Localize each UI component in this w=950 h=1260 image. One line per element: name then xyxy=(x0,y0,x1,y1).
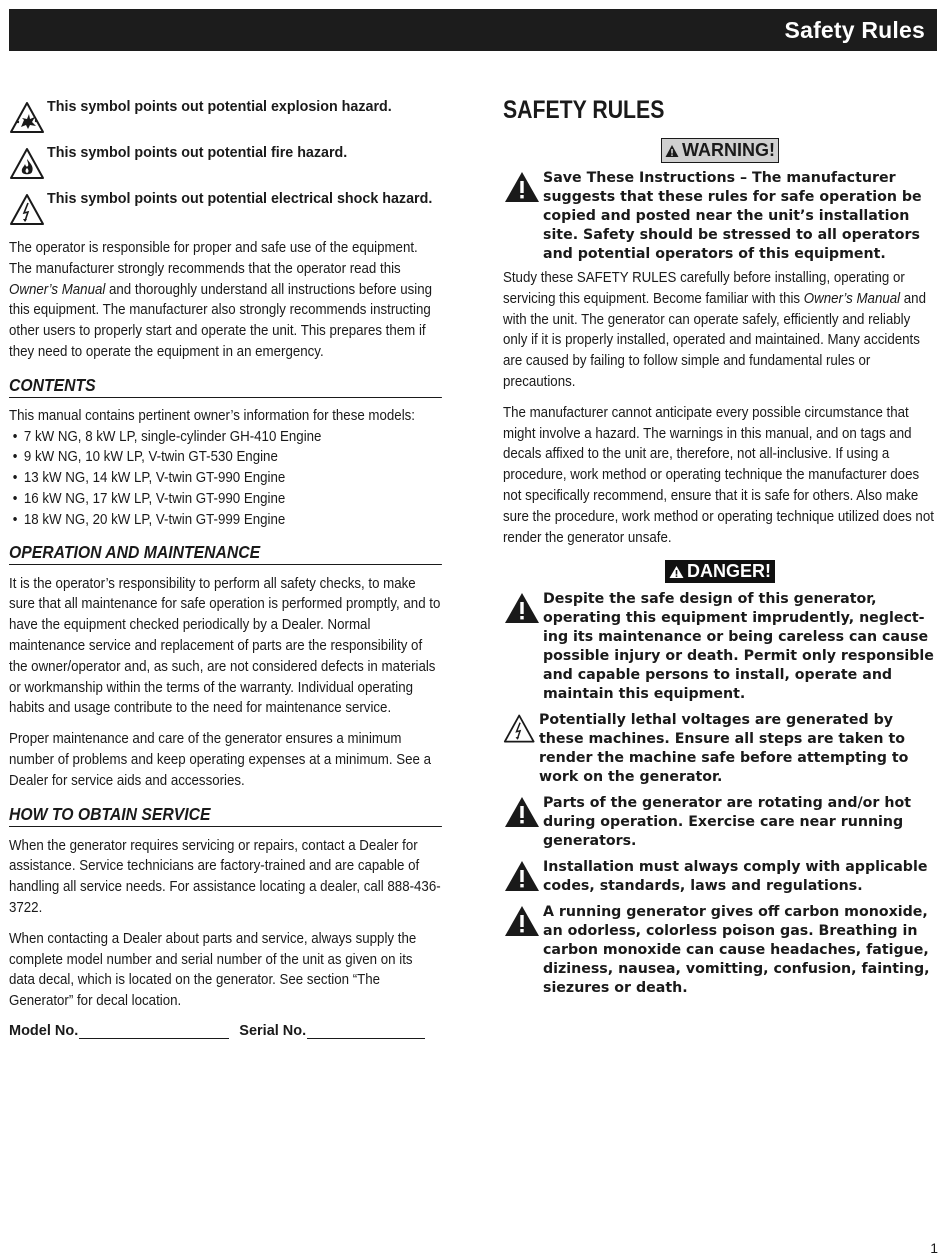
model-number-blank[interactable] xyxy=(79,1022,229,1039)
danger-item xyxy=(503,794,937,851)
danger-item xyxy=(503,903,937,998)
list-item: • 9 kW NG, 10 kW LP, V-twin GT-530 Engine xyxy=(9,447,457,468)
operation-heading: OPERATION AND MAINTENANCE xyxy=(9,542,442,565)
danger-triangle-icon xyxy=(669,565,684,579)
symbol-fire-text: This symbol points out potential fire hazard. xyxy=(47,145,348,161)
anticipate-paragraph: The manufacturer cannot anticipate every possible circumstance that might involve a hazard. The warnings in this manual, and on tags and decals affixed to the unit are, therefore, not all-inclusive. If using a procedure, work method or operating technique the manufacturer does not specifically recommend, ensure that it is safe for others. Also make sure the procedure, work method or operating technique utilized does not render the generator unsafe. xyxy=(503,404,934,546)
contents-text: This manual contains pertinent owner’s information for these models: xyxy=(9,407,415,424)
warning-text: Save These Instructions – The manufacturer suggests that these rules for safe operation be copied and posted near the unit’s installation site. Safety should be stressed to all operators and potential operators of this equipment. xyxy=(543,170,922,262)
danger-badge-wrap xyxy=(503,560,937,583)
electrical-shock-icon xyxy=(9,192,45,228)
electrical-shock-icon xyxy=(503,711,539,747)
exclamation-warning-icon xyxy=(503,169,543,205)
warning-badge xyxy=(661,138,779,163)
warning-label: WARNING! xyxy=(682,140,775,160)
page-title: Safety Rules xyxy=(784,16,925,43)
left-column xyxy=(9,96,442,1039)
danger-label: DANGER! xyxy=(687,561,771,582)
exclamation-warning-icon xyxy=(503,794,543,830)
danger-text: Potentially lethal voltages are generated by these machines. Ensure all steps are taken to render the machine safe before attempting to work on the generator. xyxy=(539,712,909,786)
serial-number-label: Serial No. xyxy=(239,1022,307,1039)
study-paragraph: Study these SAFETY RULES carefully before installing, operating or servicing this equipment. Become familiar with this Owner’s Manual and with the unit. The generator can operate safely, efficiently and reliably only if it is properly installed, operated and maintained. Many accidents are caused by failing to follow simple and fundamental rules or precautions. xyxy=(503,270,926,390)
exclamation-warning-icon xyxy=(503,903,543,939)
model-number-field[interactable] xyxy=(9,1022,229,1039)
list-item: • 16 kW NG, 17 kW LP, V-twin GT-990 Engine xyxy=(9,489,457,510)
operation-paragraph-2: Proper maintenance and care of the generator ensures a minimum number of problems and keep operating expenses at a minimum. See a Dealer for service aids and accessories. xyxy=(9,731,432,789)
service-heading: HOW TO OBTAIN SERVICE xyxy=(9,804,442,827)
symbol-explosion-text: This symbol points out potential explosion hazard. xyxy=(47,99,392,115)
danger-text: A running generator gives off carbon monoxide, an odorless, colorless poison gas. Breathing in carbon monoxide can cause headaches, fatigue, diziness, nausea, vomitting, confusion, fainting, siezures or death. xyxy=(543,904,930,997)
exclamation-warning-icon xyxy=(503,858,543,894)
danger-item xyxy=(503,858,937,896)
symbol-electric-row xyxy=(9,188,442,234)
right-column xyxy=(503,96,937,998)
danger-text: Parts of the generator are rotating and/or hot during operation. Exercise care near running generators. xyxy=(543,795,911,850)
fire-hazard-icon xyxy=(9,146,45,182)
serial-number-field[interactable] xyxy=(239,1022,425,1039)
symbol-fire-row xyxy=(9,142,442,188)
service-paragraph-1: When the generator requires servicing or repairs, contact a Dealer for assistance. Service technicians are factory-trained and are capable of handling all service needs. For assistance locating a dealer, call 888-436-3722. xyxy=(9,837,441,916)
warning-item xyxy=(503,169,937,264)
warning-badge-wrap xyxy=(503,138,937,163)
model-serial-line xyxy=(9,1022,442,1039)
serial-number-blank[interactable] xyxy=(307,1022,425,1039)
explosion-hazard-icon xyxy=(9,100,45,136)
list-item: • 7 kW NG, 8 kW LP, single-cylinder GH-410 Engine xyxy=(9,427,457,448)
danger-item xyxy=(503,590,937,704)
operation-paragraph-1: It is the operator’s responsibility to perform all safety checks, to make sure that all maintenance for safe operation is performed promptly, and to have the equipment checked periodically by a Dealer. Normal maintenance service and replacement of parts are the responsibility of the owner/operator and, as such, are not considered defects in materials or workmanship within the terms of the warranty. Individual operating habits and usage contribute to the need for maintenance service. xyxy=(9,575,441,717)
symbol-explosion-row xyxy=(9,96,442,142)
symbol-electric-text: This symbol points out potential electrical shock hazard. xyxy=(47,191,433,207)
intro-paragraph: The operator is responsible for proper and safe use of the equipment. The manufacturer strongly recommends that the operator read this Owner’s Manual and thoroughly understand all instructions before using this equipment. The manufacturer also strongly recommends instructing other users to properly start and operate the unit. This prepares them if they need to operate the equipment in an emergency. xyxy=(9,240,433,360)
contents-heading: CONTENTS xyxy=(9,375,442,398)
list-item: • 13 kW NG, 14 kW LP, V-twin GT-990 Engine xyxy=(9,468,457,489)
exclamation-warning-icon xyxy=(503,590,543,626)
model-list xyxy=(9,427,442,531)
header-bar xyxy=(9,9,937,51)
danger-badge xyxy=(665,560,775,583)
danger-text: Despite the safe design of this generator, operating this equipment imprudently, neglect-ing its maintenance or being careless can cause possible injury or death. Permit only responsible and capable persons to install, operate and maintain this equipment. xyxy=(543,591,934,703)
service-paragraph-2: When contacting a Dealer about parts and service, always supply the complete model number and serial number of the unit as given on its data decal, which is located on the generator. See section “The Generator” for decal location. xyxy=(9,930,417,1010)
list-item: • 18 kW NG, 20 kW LP, V-twin GT-999 Engine xyxy=(9,510,457,531)
warning-triangle-icon xyxy=(665,144,679,158)
page-number: 1 xyxy=(930,1240,938,1256)
safety-rules-title: SAFETY RULES xyxy=(503,96,665,124)
danger-text: Installation must always comply with applicable codes, standards, laws and regulations. xyxy=(543,859,928,895)
model-number-label: Model No. xyxy=(9,1022,79,1039)
danger-item xyxy=(503,711,937,787)
